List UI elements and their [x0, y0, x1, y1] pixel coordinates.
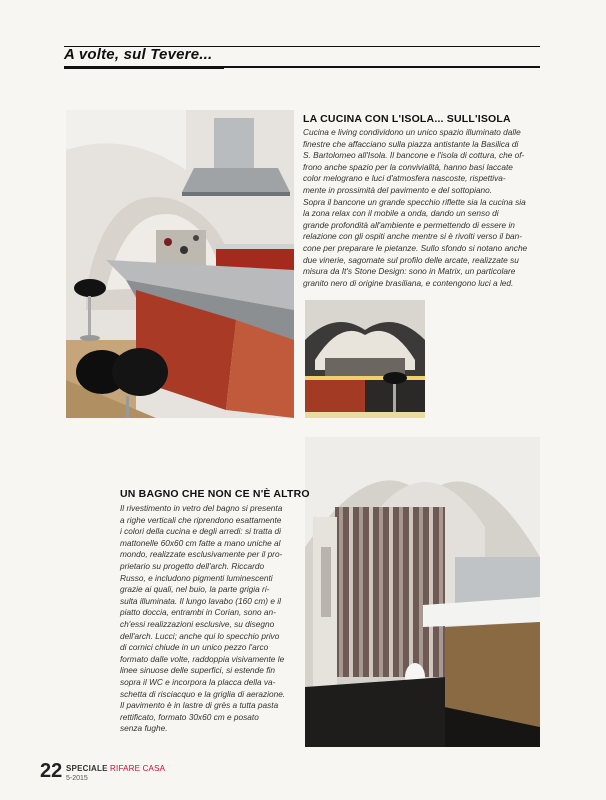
magazine-title: RIFARE CASA [110, 764, 166, 773]
bathroom-text-line: mondo, realizzate esclusivamente per il pro- [120, 549, 283, 560]
kitchen-text-line: la zona relax con il mobile a onda, dando un senso di [303, 208, 499, 219]
kitchen-text-line: mente in prossimità del pavimento e del sottopiano. [303, 184, 493, 195]
bathroom-text-line: sulta illuminata. Il lungo lavabo (160 cm) e il [120, 595, 281, 606]
kitchen-text-line: due vinerie, sagomate sul profilo delle arcate, realizzate su [303, 254, 519, 265]
bathroom-text-line: grazie ai quali, nel buio, la parte grigia ri- [120, 584, 270, 595]
kitchen-island-photo [66, 110, 294, 418]
bathroom-text-line: dell'arch. Lucci; anche qui lo specchio privo [120, 630, 280, 641]
kitchen-text-line: cone per preparare le pietanze. Sullo sfondo si notano anche [303, 242, 528, 253]
kitchen-text-line: Sopra il bancone un grande specchio riflette sia la cucina sia [303, 196, 526, 207]
bathroom-text-line: Il rivestimento in vetro del bagno si presenta [120, 503, 283, 513]
kitchen-heading: LA CUCINA CON L'ISOLA... SULL'ISOLA [303, 113, 511, 125]
kitchen-text-line: granito nero di origine brasiliana, e contengono luci a led. [303, 277, 514, 288]
bathroom-text-line: piatto doccia, entrambi in Corian, sono an- [120, 607, 276, 618]
kitchen-text-line: finestre che affacciano sulla piazza antistante la Basilica di [303, 138, 519, 149]
bathroom-text-line: di cornici chiude in un unico pezzo l'arco [120, 642, 269, 653]
kitchen-text-line: color melograno e luci d'atmosfera nascoste, rispettiva- [303, 173, 506, 184]
magazine-name [66, 764, 165, 773]
bathroom-text-line: a righe verticali che riprendono esattamente [120, 514, 282, 525]
kitchen-text-line: S. Bartolomeo all'Isola. Il bancone e l'isola di cottura, che of- [303, 150, 525, 161]
bathroom-text-line: sopra il WC e incorpora la placca della va- [120, 676, 276, 687]
bathroom-text-line: formato dalle volte, raddoppia visivamente le [120, 653, 285, 664]
bathroom-text-line: senza fughe. [120, 723, 168, 734]
bathroom-paragraph [120, 503, 300, 735]
kitchen-paragraph [303, 127, 553, 289]
bathroom-text-line: schetta di risciacquo e la griglia di aerazione. [120, 688, 286, 699]
kitchen-text-line: misura da It's Stone Design: sono in Matrix, un particolare [303, 266, 516, 277]
magazine-prefix: SPECIALE [66, 764, 108, 773]
bathroom-text-line: rettificato, formato 30x60 cm e posato [120, 711, 259, 722]
bathroom-text-line: ch'essi realizzazioni esclusive, su disegno [120, 618, 275, 629]
page-number: 22 [40, 760, 63, 782]
kitchen-counter-photo [305, 300, 425, 418]
bathroom-text-line: i colori della cucina e degli arredi: si tratta di [120, 526, 281, 537]
bathroom-text-line: mattonelle 60x60 cm fatte a mano uniche al [120, 537, 281, 548]
bathroom-photo [305, 437, 540, 747]
bathroom-text-line: linee sinuose delle superfici, si estende fin [120, 665, 275, 676]
section-title: A volte, sul Tevere... [64, 46, 213, 63]
bathroom-text-line: prietario su progetto dell'arch. Riccardo [120, 560, 265, 571]
kitchen-text-line: relazione con gli ospiti anche mentre si è rivolti verso il ban- [303, 231, 523, 242]
bathroom-text-line: Russo, e includono pigmenti luminescenti [120, 572, 273, 583]
striped-wall-pattern [335, 507, 445, 677]
bathroom-text-line: Il pavimento è in lastre di grès a tutta pasta [120, 700, 279, 711]
kitchen-text-line: grande profondità all'ambiente e permettendo di essere in [303, 219, 515, 230]
header-rule-underline [64, 66, 224, 69]
issue-date: 5-2015 [66, 775, 88, 782]
kitchen-text-line: Cucina e living condividono un unico spazio illuminato dalle [303, 127, 521, 137]
bathroom-heading: UN BAGNO CHE NON CE N'È ALTRO [120, 488, 310, 500]
kitchen-text-line: frono anche spazio per la convivialità, hanno basi laccate [303, 161, 513, 172]
